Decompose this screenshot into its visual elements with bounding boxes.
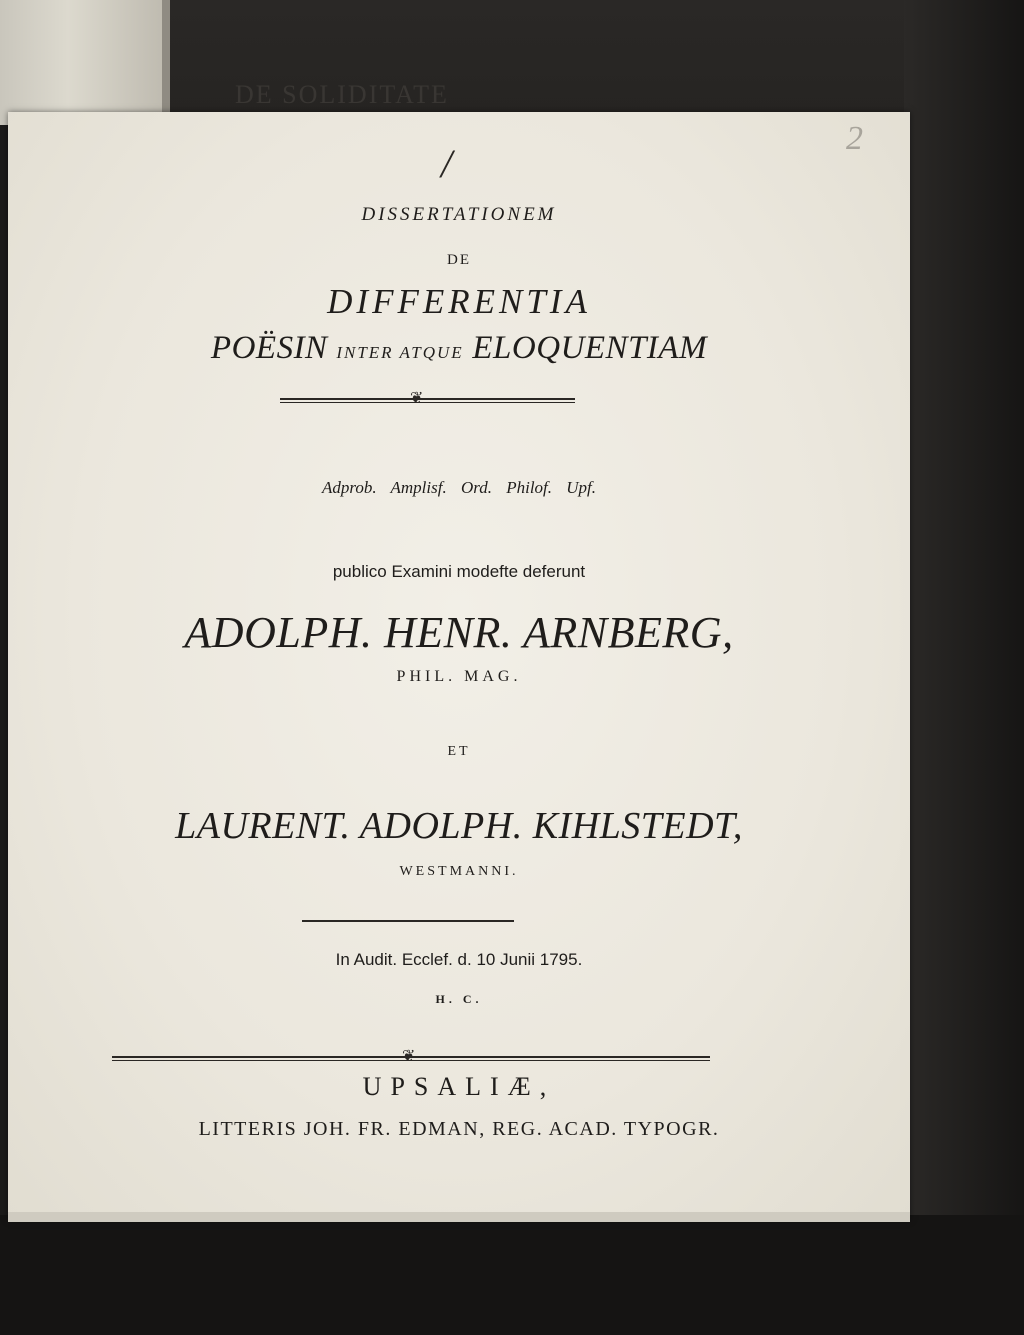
- author1-title: PHIL. MAG.: [396, 668, 522, 685]
- page-bottom-edge: [8, 1212, 910, 1222]
- title-poesin-line: [8, 330, 910, 367]
- underlying-page-sliver: [0, 0, 170, 125]
- scan-background-right: [904, 0, 1024, 1335]
- pencil-page-number: 2: [846, 120, 863, 157]
- author2-title: WESTMANNI.: [399, 864, 519, 879]
- fleuron-ornament-icon: ❦: [410, 390, 424, 407]
- date-line: In Audit. Ecclef. d. 10 Junii 1795.: [335, 950, 583, 969]
- time-line: H. C.: [435, 992, 483, 1006]
- ornamental-rule-top-thin: [280, 402, 575, 403]
- title-dissertationem: DISSERTATIONEM: [361, 204, 557, 225]
- imprint-printer: LITTERIS JOH. FR. EDMAN, REG. ACAD. TYPOGR.: [198, 1118, 720, 1140]
- fleuron-ornament-icon: ❦: [402, 1048, 416, 1065]
- title-poesin: POËSIN: [210, 330, 328, 366]
- title-differentia: DIFFERENTIA: [327, 282, 591, 321]
- title-inter-atque: INTER ATQUE: [336, 343, 464, 362]
- publico-line: publico Examini modefte deferunt: [332, 562, 586, 581]
- author1-name: ADOLPH. HENR. ARNBERG,: [184, 608, 734, 657]
- approbation-line: Adprob. Amplisf. Ord. Philof. Upf.: [321, 478, 597, 497]
- conjunction-et: ET: [447, 744, 471, 759]
- title-eloquentiam: ELOQUENTIAM: [472, 330, 708, 366]
- short-divider-rule: [302, 920, 514, 922]
- ink-slash-mark: /: [441, 141, 453, 186]
- author2-name: LAURENT. ADOLPH. KIHLSTEDT,: [175, 805, 743, 847]
- imprint-place: UPSALIÆ,: [362, 1072, 556, 1101]
- title-de: DE: [447, 252, 471, 268]
- ornamental-rule-top: [280, 398, 575, 400]
- title-page: [8, 112, 910, 1220]
- ghost-header-text: DE SOLIDITATE: [235, 80, 449, 109]
- scan-background-bottom: [0, 1215, 1024, 1335]
